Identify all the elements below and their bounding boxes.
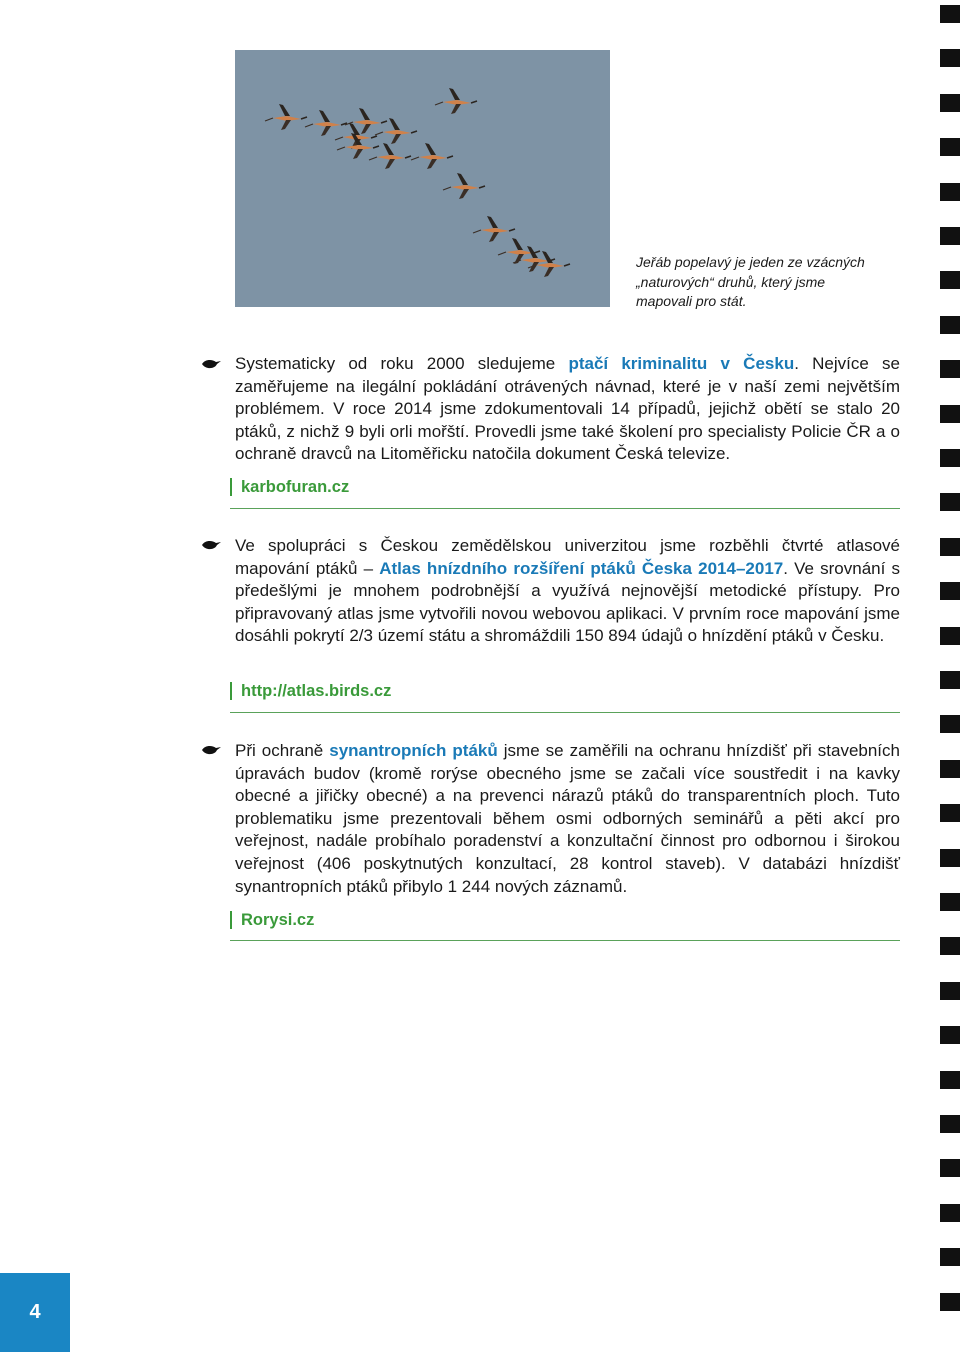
edge-square: [940, 893, 960, 911]
section-atlas: [235, 535, 900, 648]
divider: [230, 940, 900, 941]
cranes-photo: [235, 50, 610, 307]
edge-square: [940, 227, 960, 245]
edge-squares: [938, 0, 960, 1352]
caption-line: mapovali pro stát.: [636, 293, 747, 309]
edge-square: [940, 804, 960, 822]
edge-square: [940, 982, 960, 1000]
topic-link[interactable]: Atlas hnízdního rozšíření ptáků Česka 2014–2017: [379, 558, 784, 578]
caption-line: Jeřáb popelavý je jeden ze vzácných: [636, 254, 865, 270]
section-paragraph: Systematicky od roku 2000 sledujeme ptačí kriminalitu v Česku. Nejvíce se zaměřujeme na ilegální pokládání otrávených návnad, které je v naší zemi největším problémem. V roce 2014 jsme zdokumentovali 14 případů, jejichž obětí se stalo 20 ptáků, z nichž 9 byli orli mořští. Provedli jsme také školení pro specialisty Policie ČR a o ochraně dravců na Litoměřicku natočila dokument Česká televize.: [235, 354, 900, 464]
cranes-illustration: [235, 50, 610, 307]
edge-square: [940, 760, 960, 778]
edge-square: [940, 849, 960, 867]
section-paragraph: Při ochraně synantropních ptáků jsme se zaměřili na ochranu hnízdišť při stavebních úpravách budov (kromě rorýse obecného jsme se začali více soustředit i na kavky obecné a jiřičky obecné) a na prevenci nárazů ptáků do transparentních ploch. Tuto problematiku jsme prezentovali během osmi odborných seminářů a pěti akcí pro veřejnost, nadále probíhalo poradenství a konzultační činnost pro odbornou i širokou veřejnost (406 poskytnutých konzultací, 28 kontrol staveb). V databázi hnízdišť synantropních ptáků přibylo 1 244 nových záznamů.: [235, 741, 900, 896]
section-synanthropic: [235, 740, 900, 898]
edge-square: [940, 138, 960, 156]
bird-bullet-icon: [200, 744, 222, 758]
edge-square: [940, 1293, 960, 1311]
edge-square: [940, 5, 960, 23]
source-link[interactable]: http://atlas.birds.cz: [230, 682, 391, 700]
topic-link[interactable]: ptačí kriminalitu v Česku: [568, 354, 795, 373]
edge-square: [940, 1026, 960, 1044]
edge-square: [940, 582, 960, 600]
edge-square: [940, 1204, 960, 1222]
edge-square: [940, 1115, 960, 1133]
source-link[interactable]: karbofuran.cz: [230, 478, 349, 496]
edge-square: [940, 271, 960, 289]
edge-square: [940, 1071, 960, 1089]
edge-square: [940, 316, 960, 334]
divider: [230, 508, 900, 509]
edge-square: [940, 49, 960, 67]
section-paragraph: Ve spolupráci s Českou zemědělskou univerzitou jsme rozběhli čtvrté atlasové mapování ptáků – Atlas hnízdního rozšíření ptáků Česka 2014–2017. Ve srovnání s předešlými je mnohem podrobnější a využívá nejnovější metodické přístupy. Pro připravovaný atlas jsme vytvořili novou webovou aplikaci. V prvním roce mapování jsme dosáhli pokrytí 2/3 území státu a shromáždili 150 894 údajů o hnízdění ptáků v Česku.: [235, 536, 901, 646]
edge-square: [940, 937, 960, 955]
bird-bullet-icon: [200, 358, 222, 372]
edge-square: [940, 183, 960, 201]
edge-square: [940, 405, 960, 423]
photo-caption: [636, 253, 906, 312]
edge-square: [940, 671, 960, 689]
page-number: 4: [0, 1273, 70, 1352]
edge-square: [940, 360, 960, 378]
edge-square: [940, 715, 960, 733]
edge-square: [940, 1159, 960, 1177]
edge-square: [940, 493, 960, 511]
source-link[interactable]: Rorysi.cz: [230, 911, 314, 929]
edge-square: [940, 627, 960, 645]
bird-bullet-icon: [200, 539, 222, 553]
edge-square: [940, 538, 960, 556]
edge-square: [940, 449, 960, 467]
edge-square: [940, 1248, 960, 1266]
edge-square: [940, 94, 960, 112]
topic-link[interactable]: synantropních ptáků: [329, 741, 498, 760]
section-crime: [235, 353, 900, 466]
caption-line: „naturových“ druhů, který jsme: [636, 273, 826, 290]
divider: [230, 712, 900, 713]
